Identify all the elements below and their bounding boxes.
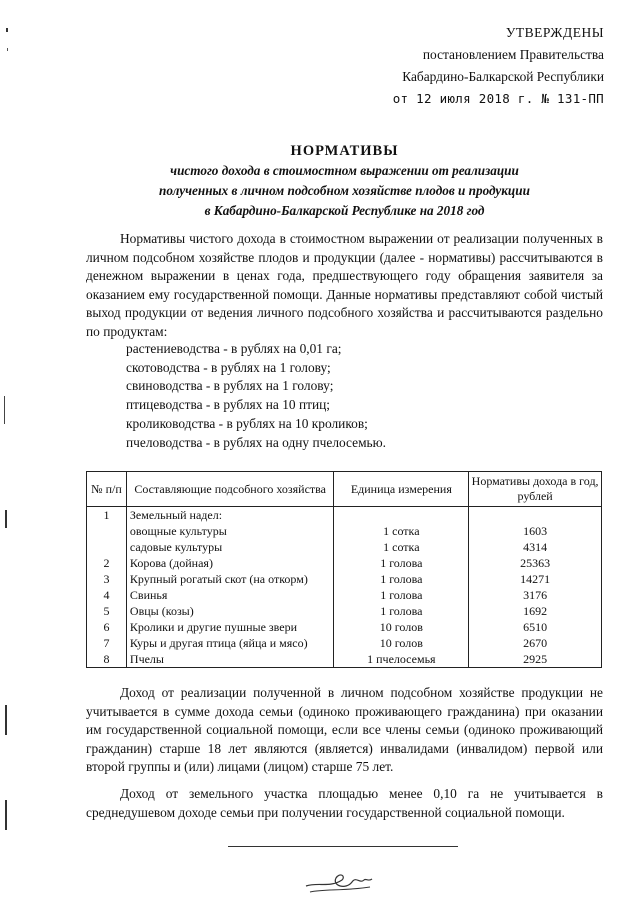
row-num xyxy=(87,523,127,539)
row-component: Пчелы xyxy=(126,651,334,668)
table-row xyxy=(87,523,602,539)
row-value: 4314 xyxy=(469,539,602,555)
norms-table xyxy=(86,471,602,668)
paragraph-text: Доход от земельного участка площадью менее 0,10 га не учитывается в среднедушевом доходе семьи при получении государственной социальной помощи. xyxy=(86,786,603,820)
document-heading xyxy=(86,141,603,221)
row-component: Свинья xyxy=(126,587,334,603)
approval-block xyxy=(344,22,604,110)
approval-government: Кабардино-Балкарской Республики xyxy=(402,69,604,84)
row-num: 4 xyxy=(87,587,127,603)
document-subtitle-line-1: чистого дохода в стоимостном выражении от реализации xyxy=(170,163,519,178)
table-row xyxy=(87,635,602,651)
row-unit: 1 пчелосемья xyxy=(334,651,469,668)
product-item: скотоводства - в рублях на 1 голову; xyxy=(126,359,331,375)
table-row xyxy=(87,555,602,571)
row-unit: 1 голова xyxy=(334,555,469,571)
header-num: № п/п xyxy=(87,472,127,507)
product-item: растениеводства - в рублях на 0,01 га; xyxy=(126,341,342,356)
table-row xyxy=(87,619,602,635)
product-list xyxy=(126,340,386,452)
product-item: пчеловодства - в рублях на одну пчелосемью. xyxy=(126,434,387,450)
row-component: Куры и другая птица (яйца и мясо) xyxy=(126,635,334,651)
approval-title: УТВЕРЖДЕНЫ xyxy=(505,25,604,40)
product-item: свиноводства - в рублях на 1 голову; xyxy=(126,378,334,394)
table-row xyxy=(87,651,602,668)
income-exclusion-paragraph xyxy=(86,684,603,777)
table-row xyxy=(87,539,602,555)
handwritten-signature-icon xyxy=(300,862,380,900)
intro-paragraph xyxy=(86,230,603,341)
row-unit: 10 голов xyxy=(334,635,469,651)
row-num: 5 xyxy=(87,603,127,619)
row-unit: 10 голов xyxy=(334,619,469,635)
closing-rule-line xyxy=(228,846,458,847)
row-num: 3 xyxy=(87,571,127,587)
row-component: Земельный надел: xyxy=(126,507,334,524)
row-component: овощные культуры xyxy=(126,523,334,539)
row-value xyxy=(469,507,602,524)
row-value: 2925 xyxy=(469,651,602,668)
row-component: Овцы (козы) xyxy=(126,603,334,619)
row-unit: 1 сотка xyxy=(334,539,469,555)
row-value: 2670 xyxy=(469,635,602,651)
scan-edge-marks xyxy=(0,0,10,905)
approval-decree: постановлением Правительства xyxy=(422,47,604,62)
header-unit: Единица измерения xyxy=(334,472,469,507)
row-component: Крупный рогатый скот (на откорм) xyxy=(126,571,334,587)
approval-date-number: от 12 июля 2018 г. № 131-ПП xyxy=(392,91,604,106)
header-component: Составляющие подсобного хозяйства xyxy=(126,472,334,507)
table-row xyxy=(87,507,602,524)
row-component: садовые культуры xyxy=(126,539,334,555)
row-value: 14271 xyxy=(469,571,602,587)
document-subtitle-line-2: полученных в личном подсобном хозяйстве плодов и продукции xyxy=(159,183,530,198)
document-subtitle-line-3: в Кабардино-Балкарской Республике на 2018 год xyxy=(204,203,485,218)
row-value: 3176 xyxy=(469,587,602,603)
row-unit: 1 голова xyxy=(334,571,469,587)
product-item: кролиководства - в рублях на 10 кроликов; xyxy=(126,415,368,431)
row-component: Корова (дойная) xyxy=(126,555,334,571)
product-item: птицеводства - в рублях на 10 птиц; xyxy=(126,397,331,413)
row-value: 25363 xyxy=(469,555,602,571)
row-unit: 1 голова xyxy=(334,603,469,619)
paragraph-text: Доход от реализации полученной в личном подсобном хозяйстве продукции не учитывается в сумме дохода семьи (одиноко проживающего гражданина) при оказании им государственной социальной помощи, если все члены семьи (одиноко проживающий гражданин) старше 18 лет являются (является) инвалидами (инвалидом) первой или второй группы и (или) лицами (лицом) старше 75 лет. xyxy=(86,685,603,774)
table-row xyxy=(87,587,602,603)
table-header-row xyxy=(87,472,602,507)
header-norm: Нормативы дохода в год, рублей xyxy=(469,472,602,507)
row-num: 2 xyxy=(87,555,127,571)
row-value: 1603 xyxy=(469,523,602,539)
table-row xyxy=(87,571,602,587)
intro-text: Нормативы чистого дохода в стоимостном выражении от реализации полученных в личном подсобном хозяйстве плодов и продукции (далее - нормативы) рассчитываются в денежном выражении в ценах года, предшествующего году обращения заявителя за оказанием ему государственной помощи. Данные нормативы представляют собой чистый выход продукции от ведения личного подсобного хозяйства и рассчитываются раздельно по продуктам: xyxy=(86,231,603,339)
row-num: 6 xyxy=(87,619,127,635)
document-title: НОРМАТИВЫ xyxy=(290,143,399,159)
table-row xyxy=(87,603,602,619)
row-unit: 1 голова xyxy=(334,587,469,603)
row-num: 7 xyxy=(87,635,127,651)
row-value: 6510 xyxy=(469,619,602,635)
land-plot-paragraph xyxy=(86,785,603,822)
row-unit: 1 сотка xyxy=(334,523,469,539)
row-component: Кролики и другие пушные звери xyxy=(126,619,334,635)
row-num xyxy=(87,539,127,555)
row-value: 1692 xyxy=(469,603,602,619)
row-unit xyxy=(334,507,469,524)
row-num: 1 xyxy=(87,507,127,524)
row-num: 8 xyxy=(87,651,127,668)
